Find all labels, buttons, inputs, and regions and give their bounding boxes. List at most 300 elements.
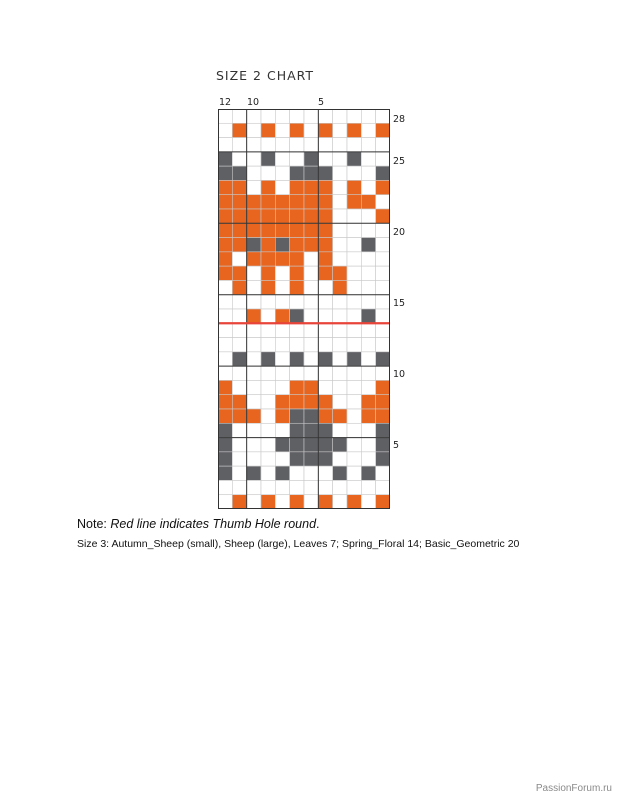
chart-cell-r1-c7 (290, 495, 304, 509)
chart-cell-r15-c6 (304, 295, 318, 309)
chart-cell-r4-c12 (218, 452, 232, 466)
chart-cell-r5-c6 (304, 438, 318, 452)
chart-cell-r11-c1 (376, 352, 390, 366)
chart-cell-r11-c10 (247, 352, 261, 366)
chart-cell-r2-c10 (247, 480, 261, 494)
chart-cell-r19-c6 (304, 238, 318, 252)
chart-cell-r6-c10 (247, 423, 261, 437)
chart-cell-r7-c10 (247, 409, 261, 423)
chart-cell-r8-c6 (304, 395, 318, 409)
chart-cell-r21-c12 (218, 209, 232, 223)
chart-cell-r27-c2 (361, 123, 375, 137)
chart-cell-r9-c2 (361, 380, 375, 394)
chart-cell-r10-c7 (290, 366, 304, 380)
chart-cell-r5-c9 (261, 438, 275, 452)
chart-cell-r26-c8 (275, 138, 289, 152)
chart-cell-r19-c7 (290, 238, 304, 252)
chart-cell-r18-c2 (361, 252, 375, 266)
chart-cell-r24-c3 (347, 166, 361, 180)
chart-cell-r22-c8 (275, 195, 289, 209)
chart-cell-r23-c11 (232, 180, 246, 194)
chart-cell-r23-c9 (261, 180, 275, 194)
chart-cell-r6-c5 (318, 423, 332, 437)
note-suffix: . (316, 517, 320, 531)
chart-cell-r2-c2 (361, 480, 375, 494)
chart-cell-r7-c7 (290, 409, 304, 423)
chart-cell-r5-c11 (232, 438, 246, 452)
chart-cell-r28-c6 (304, 109, 318, 123)
chart-cell-r17-c12 (218, 266, 232, 280)
chart-cell-r5-c10 (247, 438, 261, 452)
chart-cell-r7-c11 (232, 409, 246, 423)
chart-cell-r14-c12 (218, 309, 232, 323)
chart-cell-r27-c8 (275, 123, 289, 137)
chart-cell-r22-c4 (333, 195, 347, 209)
chart-cell-r2-c6 (304, 480, 318, 494)
chart-cell-r12-c3 (347, 338, 361, 352)
chart-cell-r24-c10 (247, 166, 261, 180)
chart-cell-r3-c3 (347, 466, 361, 480)
chart-cell-r9-c4 (333, 380, 347, 394)
chart-cell-r9-c1 (376, 380, 390, 394)
chart-cell-r5-c1 (376, 438, 390, 452)
chart-cell-r12-c4 (333, 338, 347, 352)
chart-cell-r20-c12 (218, 223, 232, 237)
chart-cell-r7-c4 (333, 409, 347, 423)
sizes-text: Size 3: Autumn_Sheep (small), Sheep (large), Leaves 7; Spring_Floral 14; Basic_Geometric 20 (77, 538, 520, 550)
chart-cell-r28-c11 (232, 109, 246, 123)
chart-cell-r13-c3 (347, 323, 361, 337)
chart-cell-r10-c3 (347, 366, 361, 380)
chart-cell-r16-c10 (247, 280, 261, 294)
chart-cell-r10-c1 (376, 366, 390, 380)
chart-cell-r24-c5 (318, 166, 332, 180)
chart-cell-r4-c11 (232, 452, 246, 466)
chart-cell-r23-c2 (361, 180, 375, 194)
chart-cell-r18-c1 (376, 252, 390, 266)
chart-cell-r15-c10 (247, 295, 261, 309)
chart-cell-r7-c8 (275, 409, 289, 423)
chart-cell-r1-c10 (247, 495, 261, 509)
chart-cell-r11-c11 (232, 352, 246, 366)
chart-cell-r4-c9 (261, 452, 275, 466)
chart-cell-r26-c9 (261, 138, 275, 152)
chart-cell-r16-c1 (376, 280, 390, 294)
chart-cell-r23-c7 (290, 180, 304, 194)
chart-cell-r20-c5 (318, 223, 332, 237)
chart-cell-r21-c8 (275, 209, 289, 223)
chart-cell-r22-c6 (304, 195, 318, 209)
chart-cell-r11-c3 (347, 352, 361, 366)
chart-cell-r3-c11 (232, 466, 246, 480)
chart-cell-r25-c9 (261, 152, 275, 166)
chart-cell-r27-c5 (318, 123, 332, 137)
note-text (77, 517, 320, 531)
row-label-20: 20 (393, 227, 406, 238)
column-label-12: 12 (219, 97, 232, 108)
chart-cell-r23-c3 (347, 180, 361, 194)
note-italic: Red line indicates Thumb Hole round (110, 517, 317, 531)
chart-cell-r17-c8 (275, 266, 289, 280)
chart-cell-r25-c8 (275, 152, 289, 166)
chart-cell-r14-c9 (261, 309, 275, 323)
chart-cell-r27-c7 (290, 123, 304, 137)
chart-cell-r19-c1 (376, 238, 390, 252)
chart-cell-r17-c6 (304, 266, 318, 280)
chart-cell-r17-c9 (261, 266, 275, 280)
chart-cell-r26-c6 (304, 138, 318, 152)
chart-cell-r28-c1 (376, 109, 390, 123)
chart-cell-r1-c2 (361, 495, 375, 509)
chart-cell-r24-c8 (275, 166, 289, 180)
chart-cell-r3-c6 (304, 466, 318, 480)
chart-cell-r22-c1 (376, 195, 390, 209)
chart-cell-r19-c5 (318, 238, 332, 252)
chart-cell-r4-c10 (247, 452, 261, 466)
chart-cell-r6-c4 (333, 423, 347, 437)
chart-cell-r24-c9 (261, 166, 275, 180)
chart-cell-r12-c6 (304, 338, 318, 352)
chart-cell-r17-c4 (333, 266, 347, 280)
chart-cell-r19-c3 (347, 238, 361, 252)
chart-cell-r25-c6 (304, 152, 318, 166)
chart-cell-r28-c4 (333, 109, 347, 123)
watermark: PassionForum.ru (535, 783, 612, 794)
chart-cell-r5-c12 (218, 438, 232, 452)
chart-cell-r8-c12 (218, 395, 232, 409)
chart-cell-r14-c4 (333, 309, 347, 323)
chart-cell-r19-c4 (333, 238, 347, 252)
chart-cell-r10-c10 (247, 366, 261, 380)
chart-cell-r14-c2 (361, 309, 375, 323)
chart-cell-r4-c2 (361, 452, 375, 466)
chart-cell-r13-c7 (290, 323, 304, 337)
chart-cell-r28-c5 (318, 109, 332, 123)
chart-cell-r26-c4 (333, 138, 347, 152)
chart-cell-r25-c2 (361, 152, 375, 166)
chart-cell-r6-c6 (304, 423, 318, 437)
chart-cell-r26-c3 (347, 138, 361, 152)
column-label-10: 10 (247, 97, 260, 108)
chart-cell-r4-c7 (290, 452, 304, 466)
chart-cell-r8-c5 (318, 395, 332, 409)
chart-cell-r25-c1 (376, 152, 390, 166)
chart-cell-r26-c7 (290, 138, 304, 152)
chart-cell-r8-c10 (247, 395, 261, 409)
chart-cell-r27-c11 (232, 123, 246, 137)
chart-cell-r10-c2 (361, 366, 375, 380)
chart-cell-r12-c5 (318, 338, 332, 352)
chart-cell-r22-c10 (247, 195, 261, 209)
chart-title: SIZE 2 CHART (216, 68, 315, 83)
chart-cell-r15-c11 (232, 295, 246, 309)
chart-cell-r8-c8 (275, 395, 289, 409)
chart-cell-r20-c4 (333, 223, 347, 237)
chart-cell-r27-c6 (304, 123, 318, 137)
chart-cell-r28-c8 (275, 109, 289, 123)
chart-cell-r4-c5 (318, 452, 332, 466)
chart-cell-r16-c4 (333, 280, 347, 294)
chart-cell-r26-c5 (318, 138, 332, 152)
chart-cell-r14-c10 (247, 309, 261, 323)
chart-cell-r13-c1 (376, 323, 390, 337)
chart-cell-r18-c11 (232, 252, 246, 266)
chart-cell-r16-c3 (347, 280, 361, 294)
row-label-5: 5 (393, 440, 400, 451)
chart-cell-r6-c7 (290, 423, 304, 437)
chart-cell-r12-c7 (290, 338, 304, 352)
chart-cell-r23-c12 (218, 180, 232, 194)
chart-cell-r14-c11 (232, 309, 246, 323)
chart-cell-r12-c1 (376, 338, 390, 352)
chart-cell-r16-c12 (218, 280, 232, 294)
chart-cell-r1-c8 (275, 495, 289, 509)
chart-cell-r8-c7 (290, 395, 304, 409)
chart-cell-r15-c3 (347, 295, 361, 309)
chart-cell-r19-c2 (361, 238, 375, 252)
chart-cell-r4-c4 (333, 452, 347, 466)
chart-cell-r28-c12 (218, 109, 232, 123)
chart-cell-r4-c6 (304, 452, 318, 466)
chart-cell-r18-c6 (304, 252, 318, 266)
chart-cell-r14-c6 (304, 309, 318, 323)
chart-cell-r17-c2 (361, 266, 375, 280)
chart-cell-r14-c8 (275, 309, 289, 323)
chart-cell-r2-c12 (218, 480, 232, 494)
chart-cell-r21-c2 (361, 209, 375, 223)
chart-cell-r15-c4 (333, 295, 347, 309)
chart-cell-r22-c11 (232, 195, 246, 209)
chart-cell-r21-c5 (318, 209, 332, 223)
chart-cell-r25-c3 (347, 152, 361, 166)
chart-cell-r1-c1 (376, 495, 390, 509)
chart-cell-r19-c12 (218, 238, 232, 252)
chart-cell-r20-c1 (376, 223, 390, 237)
chart-cell-r23-c1 (376, 180, 390, 194)
chart-cell-r9-c10 (247, 380, 261, 394)
chart-cell-r8-c11 (232, 395, 246, 409)
chart-cell-r21-c10 (247, 209, 261, 223)
chart-cell-r10-c8 (275, 366, 289, 380)
chart-cell-r2-c11 (232, 480, 246, 494)
chart-cell-r24-c12 (218, 166, 232, 180)
chart-cell-r24-c2 (361, 166, 375, 180)
chart-cell-r18-c9 (261, 252, 275, 266)
chart-cell-r11-c7 (290, 352, 304, 366)
chart-cell-r12-c11 (232, 338, 246, 352)
row-label-28: 28 (393, 114, 406, 125)
column-label-5: 5 (318, 97, 325, 108)
chart-cell-r11-c2 (361, 352, 375, 366)
chart-cell-r25-c12 (218, 152, 232, 166)
chart-cell-r12-c9 (261, 338, 275, 352)
chart-cell-r10-c5 (318, 366, 332, 380)
chart-cell-r6-c8 (275, 423, 289, 437)
chart-cell-r5-c4 (333, 438, 347, 452)
chart-cell-r13-c8 (275, 323, 289, 337)
chart-cell-r16-c7 (290, 280, 304, 294)
chart-cell-r26-c10 (247, 138, 261, 152)
chart-cell-r12-c2 (361, 338, 375, 352)
chart-cell-r10-c12 (218, 366, 232, 380)
chart-cell-r25-c4 (333, 152, 347, 166)
chart-cell-r26-c12 (218, 138, 232, 152)
chart-cell-r12-c10 (247, 338, 261, 352)
chart-cell-r15-c2 (361, 295, 375, 309)
chart-cell-r22-c2 (361, 195, 375, 209)
chart-cell-r13-c10 (247, 323, 261, 337)
chart-cell-r11-c4 (333, 352, 347, 366)
chart-cell-r18-c12 (218, 252, 232, 266)
chart-cell-r21-c4 (333, 209, 347, 223)
chart-cell-r24-c4 (333, 166, 347, 180)
chart-cell-r4-c8 (275, 452, 289, 466)
chart-cell-r15-c5 (318, 295, 332, 309)
chart-cell-r23-c8 (275, 180, 289, 194)
chart-cell-r23-c4 (333, 180, 347, 194)
chart-cell-r6-c1 (376, 423, 390, 437)
chart-cell-r3-c5 (318, 466, 332, 480)
chart-cell-r9-c5 (318, 380, 332, 394)
chart-cell-r15-c1 (376, 295, 390, 309)
chart-cell-r13-c5 (318, 323, 332, 337)
chart-cell-r3-c10 (247, 466, 261, 480)
chart-cell-r1-c6 (304, 495, 318, 509)
chart-cell-r2-c8 (275, 480, 289, 494)
chart-cell-r3-c8 (275, 466, 289, 480)
chart-cell-r5-c5 (318, 438, 332, 452)
chart-cell-r7-c6 (304, 409, 318, 423)
chart-cell-r22-c9 (261, 195, 275, 209)
chart-cell-r2-c4 (333, 480, 347, 494)
chart-cell-r11-c6 (304, 352, 318, 366)
chart-cell-r1-c3 (347, 495, 361, 509)
chart-cell-r9-c8 (275, 380, 289, 394)
chart-cell-r15-c7 (290, 295, 304, 309)
chart-cell-r28-c7 (290, 109, 304, 123)
chart-cell-r18-c7 (290, 252, 304, 266)
chart-cell-r16-c9 (261, 280, 275, 294)
chart-cell-r26-c2 (361, 138, 375, 152)
chart-cell-r24-c1 (376, 166, 390, 180)
chart-cell-r7-c2 (361, 409, 375, 423)
chart-cell-r3-c2 (361, 466, 375, 480)
row-label-25: 25 (393, 156, 406, 167)
chart-cell-r20-c9 (261, 223, 275, 237)
chart-cell-r9-c6 (304, 380, 318, 394)
chart-cell-r21-c1 (376, 209, 390, 223)
chart-cell-r28-c10 (247, 109, 261, 123)
chart-cell-r27-c10 (247, 123, 261, 137)
chart-cell-r23-c5 (318, 180, 332, 194)
chart-cell-r11-c8 (275, 352, 289, 366)
chart-cell-r27-c9 (261, 123, 275, 137)
chart-cell-r17-c5 (318, 266, 332, 280)
chart-cell-r2-c5 (318, 480, 332, 494)
chart-cell-r20-c2 (361, 223, 375, 237)
chart-cell-r9-c12 (218, 380, 232, 394)
chart-cell-r20-c10 (247, 223, 261, 237)
chart-cell-r13-c6 (304, 323, 318, 337)
chart-cell-r6-c12 (218, 423, 232, 437)
chart-cell-r10-c9 (261, 366, 275, 380)
chart-cell-r15-c12 (218, 295, 232, 309)
chart-cell-r20-c3 (347, 223, 361, 237)
chart-cell-r23-c10 (247, 180, 261, 194)
chart-cell-r6-c2 (361, 423, 375, 437)
chart-cell-r14-c7 (290, 309, 304, 323)
chart-cell-r21-c6 (304, 209, 318, 223)
chart-cell-r13-c2 (361, 323, 375, 337)
chart-cell-r8-c2 (361, 395, 375, 409)
chart-cell-r1-c12 (218, 495, 232, 509)
chart-cell-r21-c3 (347, 209, 361, 223)
chart-cell-r4-c3 (347, 452, 361, 466)
chart-cell-r24-c11 (232, 166, 246, 180)
chart-cell-r10-c6 (304, 366, 318, 380)
chart-cell-r9-c11 (232, 380, 246, 394)
chart-cell-r4-c1 (376, 452, 390, 466)
chart-cell-r3-c12 (218, 466, 232, 480)
chart-cell-r5-c3 (347, 438, 361, 452)
chart-cell-r28-c2 (361, 109, 375, 123)
chart-cell-r16-c2 (361, 280, 375, 294)
chart-cell-r11-c12 (218, 352, 232, 366)
chart-cell-r17-c11 (232, 266, 246, 280)
chart-cell-r5-c7 (290, 438, 304, 452)
chart-cell-r9-c3 (347, 380, 361, 394)
chart-cell-r14-c1 (376, 309, 390, 323)
chart-cell-r15-c8 (275, 295, 289, 309)
chart-cell-r16-c8 (275, 280, 289, 294)
chart-cell-r24-c6 (304, 166, 318, 180)
chart-cell-r1-c9 (261, 495, 275, 509)
chart-cell-r7-c1 (376, 409, 390, 423)
chart-cell-r10-c11 (232, 366, 246, 380)
chart-cell-r26-c1 (376, 138, 390, 152)
chart-cell-r1-c4 (333, 495, 347, 509)
chart-cell-r19-c11 (232, 238, 246, 252)
chart-cell-r22-c3 (347, 195, 361, 209)
chart-cell-r23-c6 (304, 180, 318, 194)
chart-cell-r7-c5 (318, 409, 332, 423)
chart-cell-r19-c9 (261, 238, 275, 252)
chart-cell-r28-c9 (261, 109, 275, 123)
chart-cell-r7-c3 (347, 409, 361, 423)
chart-cell-r1-c11 (232, 495, 246, 509)
chart-cell-r2-c7 (290, 480, 304, 494)
chart-cell-r25-c10 (247, 152, 261, 166)
chart-cell-r3-c7 (290, 466, 304, 480)
chart-cell-r8-c9 (261, 395, 275, 409)
chart-cell-r2-c3 (347, 480, 361, 494)
chart-cell-r18-c4 (333, 252, 347, 266)
chart-cell-r7-c9 (261, 409, 275, 423)
chart-cell-r25-c11 (232, 152, 246, 166)
chart-cell-r3-c9 (261, 466, 275, 480)
chart-cell-r22-c5 (318, 195, 332, 209)
chart-cell-r9-c9 (261, 380, 275, 394)
chart-cell-r27-c3 (347, 123, 361, 137)
chart-cell-r19-c10 (247, 238, 261, 252)
chart-cell-r6-c9 (261, 423, 275, 437)
chart-cell-r13-c12 (218, 323, 232, 337)
chart-cell-r14-c5 (318, 309, 332, 323)
row-label-10: 10 (393, 369, 406, 380)
chart-cell-r14-c3 (347, 309, 361, 323)
chart-cell-r2-c9 (261, 480, 275, 494)
chart-cell-r8-c1 (376, 395, 390, 409)
